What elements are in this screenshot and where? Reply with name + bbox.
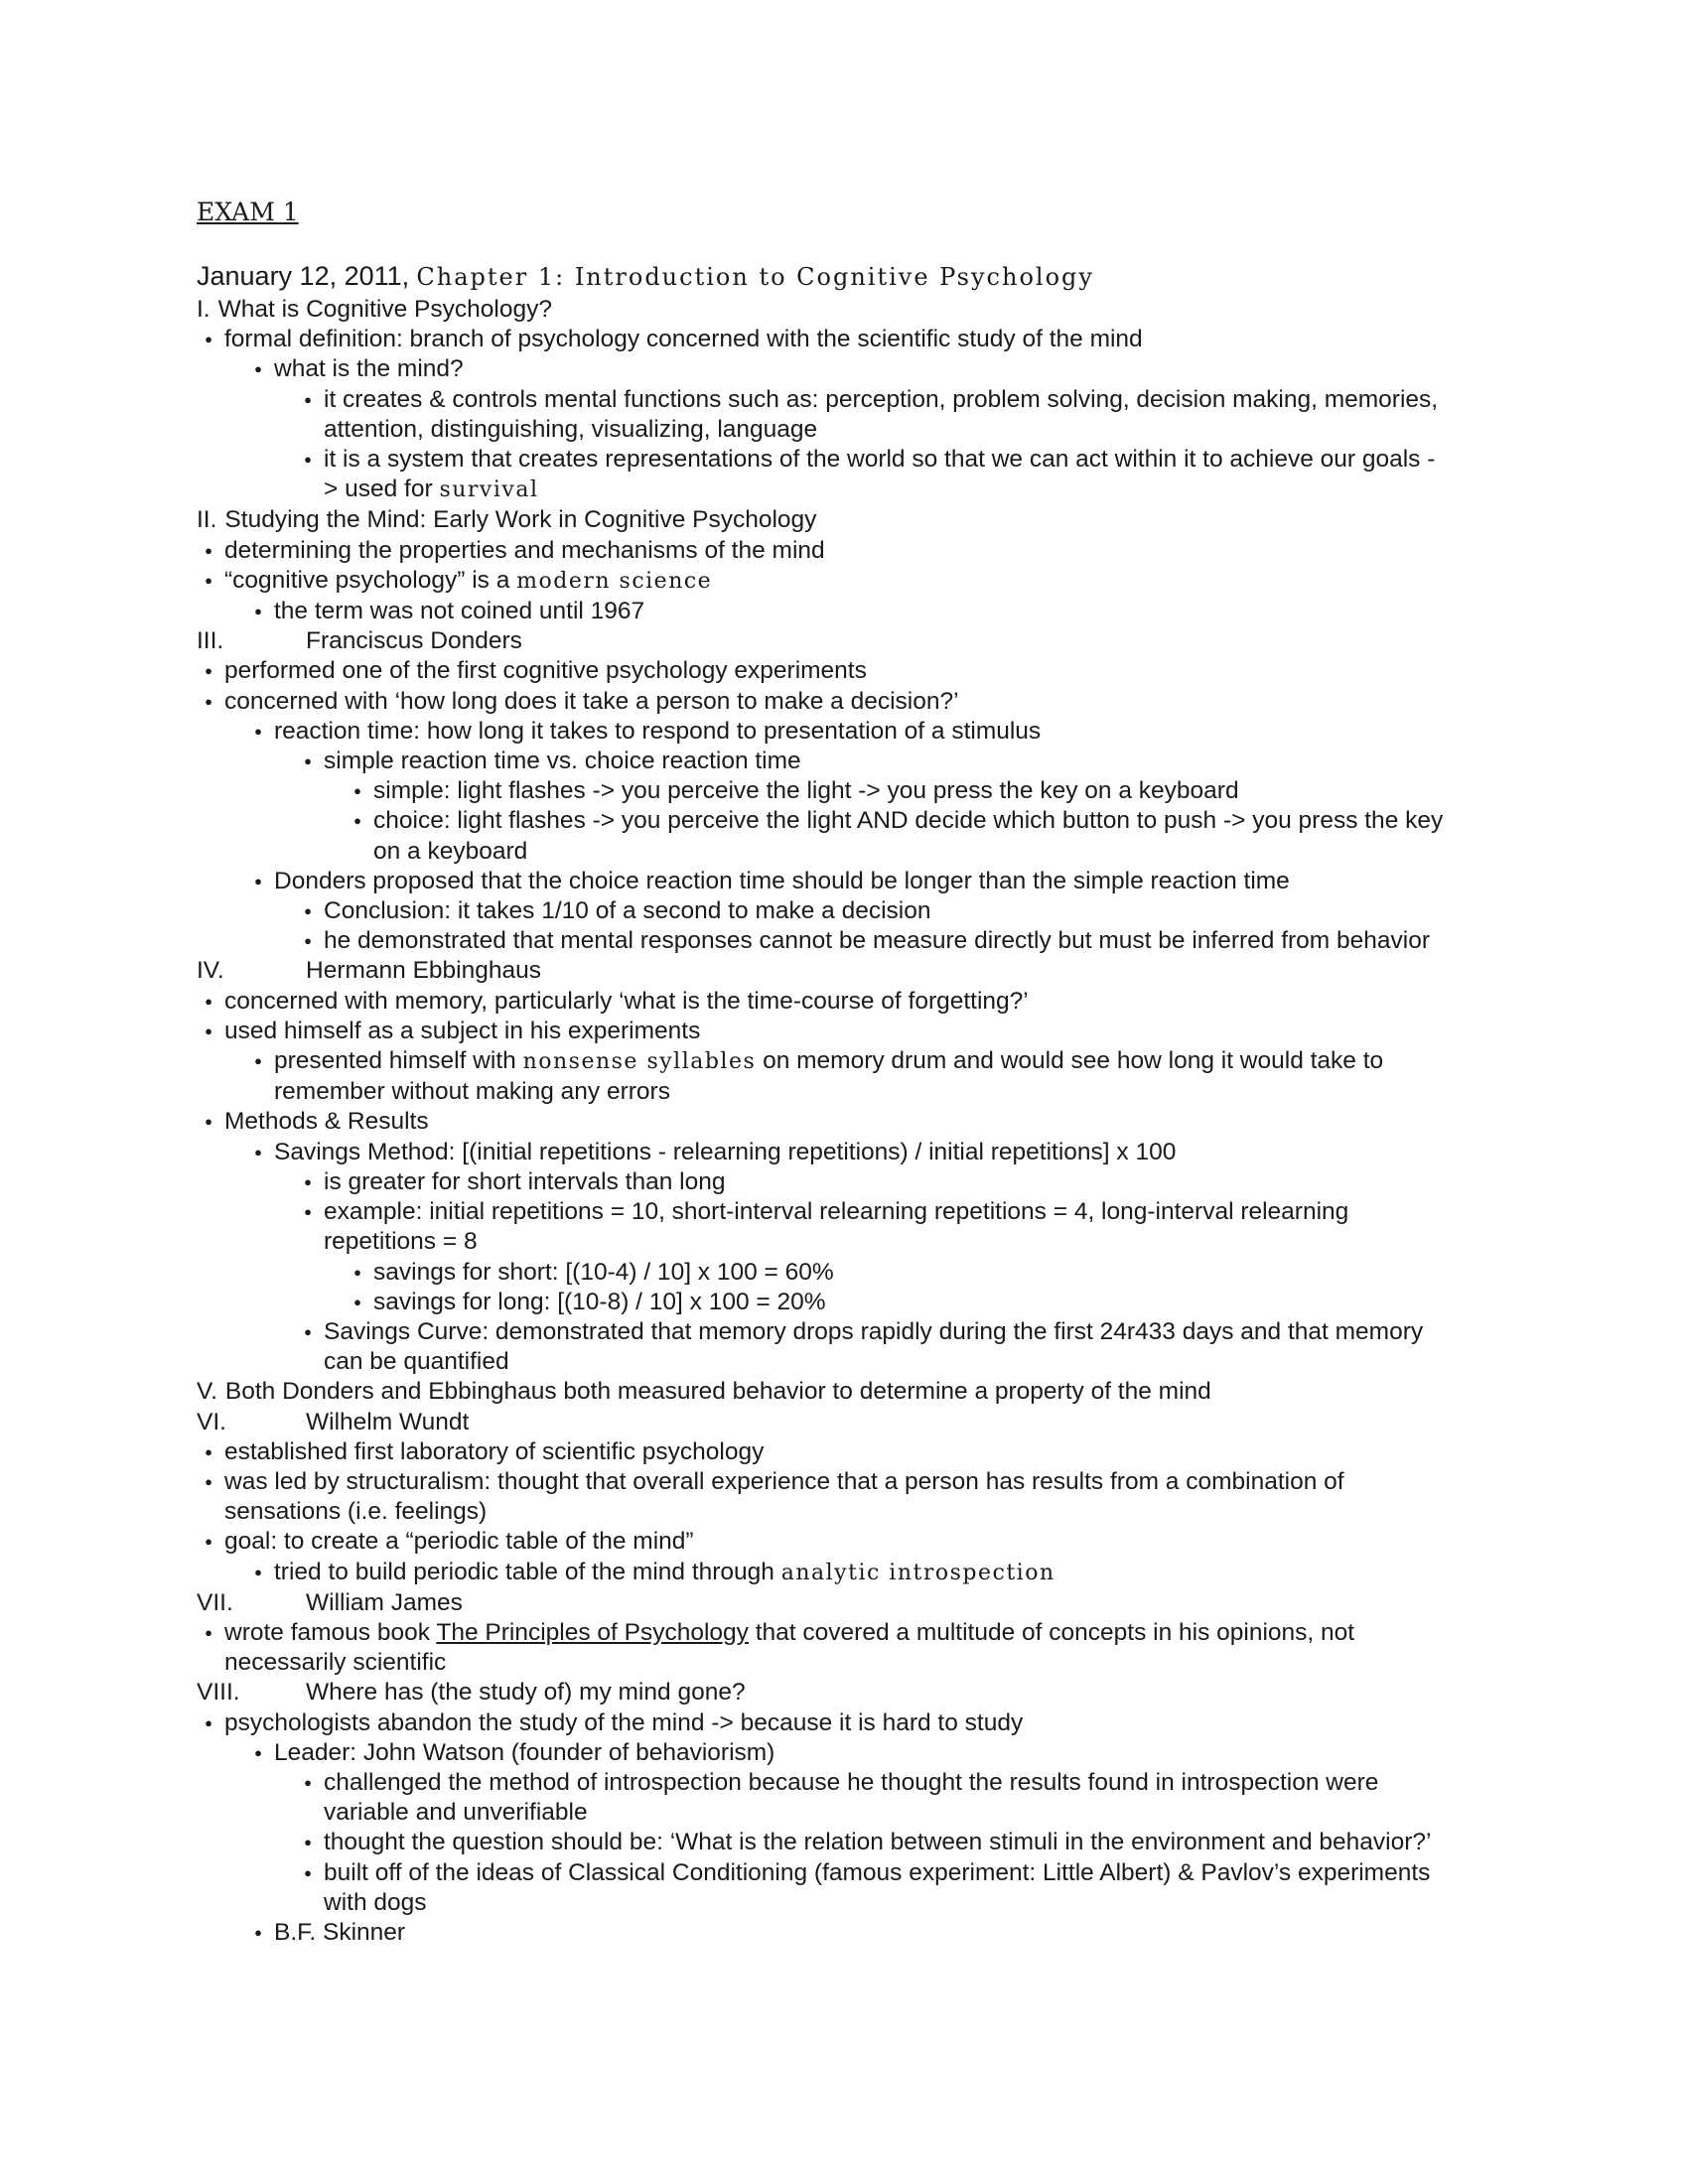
- item-text: remember without making any errors: [274, 1078, 670, 1106]
- outline-item: [197, 1618, 1507, 1648]
- book-title: The Principles of Psychology: [436, 1618, 749, 1646]
- outline-item: [197, 1288, 1507, 1317]
- item-text: tried to build periodic table of the mind through: [274, 1558, 781, 1585]
- outline-item: [197, 1467, 1507, 1497]
- bullet-icon: ●: [254, 1744, 262, 1760]
- bullet-icon: ●: [205, 1114, 212, 1130]
- notes-content: [197, 197, 1507, 1948]
- section-heading: [197, 295, 1507, 325]
- bullet-icon: ●: [254, 1053, 262, 1069]
- item-text: presented himself with: [274, 1047, 523, 1075]
- item-text-continued: on memory drum and would see how long it would take to: [756, 1047, 1384, 1075]
- outline-item-continuation: [197, 837, 1507, 867]
- item-text: the term was not coined until 1967: [274, 598, 645, 625]
- outline-item: [197, 1768, 1507, 1798]
- outline-item-continuation: [197, 415, 1507, 445]
- section-number: V.: [197, 1378, 217, 1406]
- item-text: > used for: [324, 476, 440, 503]
- outline-item: [197, 656, 1507, 686]
- bullet-icon: ●: [254, 723, 262, 739]
- lecture-header: [197, 258, 1507, 295]
- item-text: performed one of the first cognitive psychology experiments: [224, 657, 867, 685]
- item-text: on a keyboard: [373, 837, 528, 865]
- item-text: with dogs: [324, 1888, 427, 1916]
- item-text: savings for long: [(10-8) / 10] x 100 = 20%: [373, 1288, 826, 1315]
- section-heading: [197, 626, 1507, 656]
- outline-item: [197, 987, 1507, 1017]
- outline-item: [197, 1317, 1507, 1347]
- outline-item: [197, 806, 1507, 836]
- bullet-icon: ●: [304, 1204, 312, 1220]
- outline-item: [197, 1918, 1507, 1948]
- item-text: goal: to create a “periodic table of the mind”: [224, 1528, 694, 1556]
- item-text: What is Cognitive Psychology?: [217, 296, 552, 323]
- item-text: established first laboratory of scientific psychology: [224, 1437, 765, 1465]
- bullet-icon: ●: [254, 1564, 262, 1579]
- bullet-icon: ●: [254, 873, 262, 888]
- section-number: IV.: [197, 957, 224, 985]
- item-text: Wilhelm Wundt: [306, 1408, 470, 1435]
- bullet-icon: ●: [254, 604, 262, 619]
- lecture-date: January 12, 2011,: [197, 261, 410, 291]
- outline-item: [197, 1527, 1507, 1557]
- bullet-icon: ●: [254, 1144, 262, 1160]
- outline-item: [197, 1046, 1507, 1077]
- outline-item: [197, 1858, 1507, 1888]
- outline-item: [197, 445, 1507, 475]
- item-text: William James: [306, 1588, 463, 1616]
- bullet-icon: ●: [353, 1294, 361, 1309]
- outline-item: [197, 566, 1507, 597]
- section-heading: [197, 1588, 1507, 1618]
- key-term: survival: [439, 478, 539, 503]
- outline-item-continuation: [197, 1227, 1507, 1257]
- bullet-icon: ●: [205, 1534, 212, 1550]
- bullet-icon: ●: [205, 542, 212, 558]
- item-text: Conclusion: it takes 1/10 of a second to make a decision: [324, 897, 931, 925]
- outline-item: [197, 776, 1507, 806]
- bullet-icon: ●: [304, 1173, 312, 1189]
- item-text: he demonstrated that mental responses cannot be measure directly but must be inferred from behavior: [324, 927, 1430, 955]
- outline-item: [197, 325, 1507, 354]
- item-text: challenged the method of introspection because he thought the results found in introspection were: [324, 1768, 1379, 1796]
- bullet-icon: ●: [205, 1473, 212, 1489]
- outline-item: [197, 1197, 1507, 1227]
- exam-title: EXAM 1: [197, 198, 299, 226]
- section-number: II.: [197, 506, 217, 534]
- bullet-icon: ●: [205, 993, 212, 1009]
- item-text: simple: light flashes -> you perceive the light -> you press the key on a keyboard: [373, 777, 1239, 805]
- bullet-icon: ●: [205, 663, 212, 679]
- bullet-icon: ●: [304, 1864, 312, 1880]
- section-heading: [197, 1408, 1507, 1437]
- item-text: wrote famous book: [224, 1618, 437, 1646]
- bullet-icon: ●: [353, 1264, 361, 1280]
- item-text: psychologists abandon the study of the mind -> because it is hard to study: [224, 1708, 1024, 1736]
- outline-item: [197, 1017, 1507, 1046]
- item-text: savings for short: [(10-4) / 10] x 100 = 60%: [373, 1258, 834, 1286]
- outline-item: [197, 896, 1507, 926]
- outline-item: [197, 1258, 1507, 1288]
- outline-item-continuation: [197, 1077, 1507, 1107]
- outline-item: [197, 1167, 1507, 1197]
- bullet-icon: ●: [353, 783, 361, 799]
- outline-item: [197, 867, 1507, 896]
- outline-item-continuation: [197, 1497, 1507, 1527]
- bullet-icon: ●: [304, 903, 312, 919]
- bullet-icon: ●: [205, 332, 212, 347]
- section-heading: [197, 1377, 1507, 1407]
- bullet-icon: ●: [304, 1774, 312, 1790]
- outline-item: [197, 1138, 1507, 1167]
- item-text: Franciscus Donders: [306, 627, 522, 655]
- item-text: what is the mind?: [274, 355, 464, 383]
- item-text: Studying the Mind: Early Work in Cognitive Psychology: [224, 506, 817, 534]
- bullet-icon: ●: [304, 452, 312, 468]
- outline-item-continuation: [197, 1648, 1507, 1678]
- bullet-icon: ●: [205, 1443, 212, 1459]
- bullet-icon: ●: [205, 572, 212, 588]
- outline-item: [197, 1708, 1507, 1738]
- item-text: formal definition: branch of psychology concerned with the scientific study of the mind: [224, 326, 1143, 353]
- item-text: determining the properties and mechanisms of the mind: [224, 536, 825, 564]
- key-term: analytic introspection: [780, 1560, 1055, 1585]
- item-text: attention, distinguishing, visualizing, language: [324, 415, 818, 443]
- bullet-icon: ●: [304, 753, 312, 769]
- item-text: “cognitive psychology” is a: [224, 566, 517, 594]
- key-term: nonsense syllables: [522, 1049, 757, 1075]
- item-text: Both Donders and Ebbinghaus both measured behavior to determine a property of the mind: [224, 1378, 1211, 1406]
- item-text: simple reaction time vs. choice reaction time: [324, 748, 801, 775]
- section-number: VII.: [197, 1588, 233, 1616]
- item-text: built off of the ideas of Classical Conditioning (famous experiment: Little Albert) & Pavlov’s experiments: [324, 1858, 1431, 1886]
- outline-list: [197, 295, 1507, 1948]
- outline-item: [197, 1558, 1507, 1588]
- outline-item: [197, 536, 1507, 566]
- item-text: choice: light flashes -> you perceive the light AND decide which button to push -> you press the key: [373, 807, 1444, 835]
- bullet-icon: ●: [205, 1023, 212, 1038]
- section-heading: [197, 505, 1507, 535]
- bullet-icon: ●: [304, 1835, 312, 1850]
- outline-item: [197, 1828, 1507, 1857]
- item-text: used himself as a subject in his experiments: [224, 1017, 701, 1044]
- item-text: can be quantified: [324, 1348, 509, 1376]
- outline-item: [197, 1107, 1507, 1137]
- section-number: III.: [197, 627, 224, 655]
- item-text: example: initial repetitions = 10, short-interval relearning repetitions = 4, long-interval relearning: [324, 1198, 1349, 1226]
- section-number: VI.: [197, 1408, 226, 1435]
- outline-item: [197, 597, 1507, 626]
- bullet-icon: ●: [205, 693, 212, 709]
- bullet-icon: ●: [205, 1624, 212, 1640]
- outline-item: [197, 747, 1507, 776]
- section-number: I.: [197, 296, 211, 323]
- section-number: VIII.: [197, 1679, 240, 1706]
- chapter-title: Chapter 1: Introduction to Cognitive Psychology: [416, 263, 1094, 291]
- item-text: thought the question should be: ‘What is the relation between stimuli in the environment and behavior?’: [324, 1829, 1432, 1856]
- bullet-icon: ●: [353, 813, 361, 829]
- item-text: Methods & Results: [224, 1108, 429, 1136]
- section-heading: [197, 956, 1507, 986]
- outline-item: [197, 1738, 1507, 1768]
- item-text: it is a system that creates representations of the world so that we can act within it to achieve our goals -: [324, 446, 1436, 474]
- outline-item-continuation: [197, 1798, 1507, 1828]
- item-text: Where has (the study of) my mind gone?: [306, 1679, 746, 1706]
- bullet-icon: ●: [254, 361, 262, 377]
- outline-item: [197, 717, 1507, 747]
- outline-item-continuation: [197, 475, 1507, 505]
- item-text: necessarily scientific: [224, 1649, 447, 1677]
- bullet-icon: ●: [205, 1714, 212, 1730]
- item-text: Leader: John Watson (founder of behaviorism): [274, 1738, 775, 1766]
- bullet-icon: ●: [254, 1924, 262, 1940]
- item-text: sensations (i.e. feelings): [224, 1498, 488, 1526]
- item-text: concerned with ‘how long does it take a person to make a decision?’: [224, 687, 959, 715]
- item-text: Savings Curve: demonstrated that memory drops rapidly during the first 24r433 days and that memory: [324, 1317, 1424, 1345]
- section-heading: [197, 1678, 1507, 1707]
- bullet-icon: ●: [304, 391, 312, 407]
- outline-item: [197, 1437, 1507, 1467]
- item-text: it creates & controls mental functions such as: perception, problem solving, decision making, memories,: [324, 385, 1439, 413]
- outline-item-continuation: [197, 1347, 1507, 1377]
- outline-item: [197, 926, 1507, 956]
- outline-item-continuation: [197, 1888, 1507, 1918]
- outline-item: [197, 687, 1507, 717]
- outline-item: [197, 354, 1507, 384]
- item-text: is greater for short intervals than long: [324, 1167, 726, 1195]
- item-text-continued: that covered a multitude of concepts in his opinions, not: [748, 1618, 1355, 1646]
- outline-item: [197, 385, 1507, 415]
- item-text: repetitions = 8: [324, 1228, 478, 1256]
- item-text: Donders proposed that the choice reaction time should be longer than the simple reaction time: [274, 867, 1290, 894]
- key-term: modern science: [516, 568, 713, 594]
- bullet-icon: ●: [304, 933, 312, 949]
- bullet-icon: ●: [304, 1323, 312, 1339]
- item-text: B.F. Skinner: [274, 1918, 406, 1946]
- item-text: Savings Method: [(initial repetitions - relearning repetitions) / initial repetitions] x 100: [274, 1138, 1177, 1165]
- item-text: was led by structuralism: thought that overall experience that a person has results from a combination of: [224, 1467, 1344, 1495]
- item-text: concerned with memory, particularly ‘what is the time-course of forgetting?’: [224, 987, 1029, 1015]
- item-text: Hermann Ebbinghaus: [306, 957, 541, 985]
- item-text: reaction time: how long it takes to respond to presentation of a stimulus: [274, 717, 1042, 745]
- item-text: variable and unverifiable: [324, 1799, 588, 1827]
